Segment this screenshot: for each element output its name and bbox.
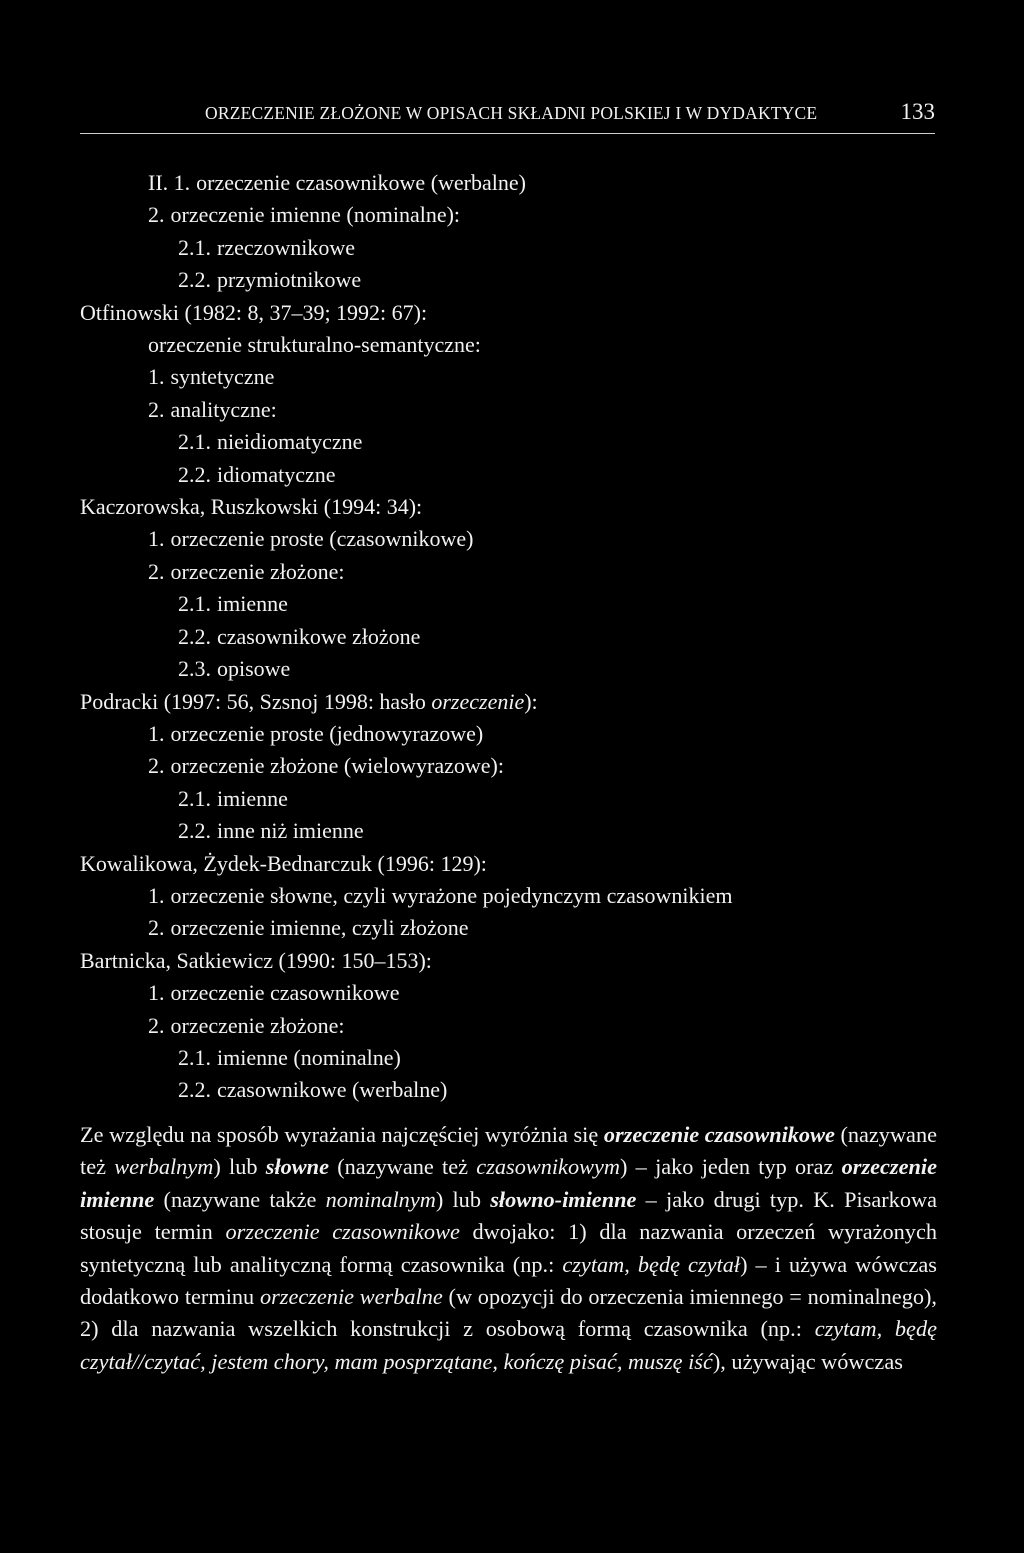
text-run: (w opozycji do orzeczenia imiennego = nominalnego), 2) dla nazwania wszelkich konstrukcji z osobową formą czasownika (np.: — [80, 1284, 937, 1342]
outline-item — [0, 1074, 1024, 1106]
italic-term: czytam, będę czytał — [562, 1251, 741, 1277]
bold-italic-term: słowne — [265, 1154, 329, 1180]
item-label: rzeczownikowe — [217, 234, 356, 260]
item-number: 2. — [148, 915, 165, 941]
item-number: 2.2. — [178, 818, 211, 844]
outline-item — [0, 750, 1024, 782]
item-label: czasownikowe złożone — [217, 623, 421, 649]
item-number: 2. — [148, 558, 165, 584]
outline-item — [0, 621, 1024, 653]
item-number: 2.1. — [178, 785, 211, 811]
running-title: ORZECZENIE ZŁOŻONE W OPISACH SKŁADNI POLSKIEJ I W DYDAKTYCE — [205, 103, 818, 123]
item-label: orzeczenie złożone: — [170, 1012, 345, 1038]
classification-outline — [0, 167, 1024, 1107]
outline-item — [0, 361, 1024, 393]
item-number: 2.2. — [178, 461, 211, 487]
outline-item — [0, 653, 1024, 685]
outline-item — [0, 848, 1024, 880]
item-label: syntetyczne — [170, 364, 275, 390]
outline-item — [0, 199, 1024, 231]
item-label: imienne — [217, 785, 288, 811]
item-label-tail: ): — [524, 688, 538, 714]
body-paragraph — [80, 1119, 937, 1378]
outline-item — [0, 945, 1024, 977]
item-label: Kowalikowa, Żydek-Bednarczuk (1996: 129): — [80, 850, 487, 876]
outline-item — [0, 167, 1024, 199]
italic-term: orzeczenie werbalne — [259, 1284, 443, 1310]
bold-italic-term: słowno-imienne — [490, 1186, 637, 1212]
outline-item — [0, 523, 1024, 555]
italic-term: czasownikowym — [476, 1154, 620, 1180]
outline-item — [0, 1010, 1024, 1042]
outline-item — [0, 426, 1024, 458]
item-number: 1. — [148, 720, 165, 746]
item-label: orzeczenie złożone: — [170, 558, 345, 584]
text-run: dwojako: 1) dla nazwania orzeczeń wyrażonych syntetyczną lub analityczną formą czasownika (np.: — [80, 1219, 937, 1277]
item-label: orzeczenie czasownikowe — [170, 980, 400, 1006]
outline-item — [0, 556, 1024, 588]
item-number: 2.1. — [178, 429, 211, 455]
outline-item — [0, 977, 1024, 1009]
item-italic-term: orzeczenie — [431, 688, 525, 714]
italic-term: werbalnym — [114, 1154, 214, 1180]
bold-italic-term: orzeczenie imienne — [80, 1154, 937, 1212]
item-number: 2.3. — [178, 656, 211, 682]
running-header — [80, 99, 935, 134]
outline-item — [0, 459, 1024, 491]
outline-item — [0, 880, 978, 912]
item-number: 1. — [148, 882, 165, 908]
item-number: 2.2. — [178, 267, 211, 293]
text-run: (nazywane też — [328, 1154, 477, 1180]
item-number: 1. — [148, 526, 165, 552]
text-run: ), używając wówczas — [712, 1348, 903, 1374]
item-label: orzeczenie czasownikowe (werbalne) — [196, 170, 526, 195]
item-label: imienne — [217, 591, 288, 617]
item-number: 2.1. — [178, 591, 211, 617]
item-number: 2.2. — [178, 623, 211, 649]
item-number: 2. — [148, 202, 165, 228]
item-label: orzeczenie proste (jednowyrazowe) — [170, 720, 484, 746]
item-label: opisowe — [217, 656, 291, 682]
item-number: 2. — [148, 396, 165, 422]
item-label: idiomatyczne — [217, 461, 336, 487]
italic-term: czytam, będę czytał//czytać, jestem chory, mam posprzątane, kończę pisać, muszę iść — [80, 1316, 937, 1374]
item-label: orzeczenie imienne, czyli złożone — [170, 915, 469, 941]
outline-item — [0, 394, 1024, 426]
item-number: II. 1. — [148, 170, 191, 195]
outline-item — [0, 783, 1024, 815]
item-label: Bartnicka, Satkiewicz (1990: 150–153): — [80, 947, 432, 973]
outline-item — [0, 297, 1024, 329]
outline-item — [0, 815, 1024, 847]
outline-item — [0, 686, 1024, 718]
item-number: 1. — [148, 364, 165, 390]
item-label: Podracki (1997: 56, Szsnoj 1998: hasło — [80, 688, 432, 714]
outline-item — [0, 329, 1024, 361]
text-run: – jako drugi typ. K. Pisarkowa stosuje termin — [80, 1186, 937, 1245]
item-number: 2.2. — [178, 1077, 211, 1103]
text-run: ) lub — [213, 1154, 266, 1180]
item-label: imienne (nominalne) — [217, 1044, 401, 1070]
item-label: orzeczenie imienne (nominalne): — [170, 202, 461, 228]
outline-item — [0, 718, 1024, 750]
text-run: ) lub — [435, 1186, 491, 1212]
text-run: ) – i używa wówczas dodatkowo terminu — [80, 1251, 937, 1310]
item-number: 2. — [148, 753, 165, 779]
item-label: orzeczenie strukturalno-semantyczne: — [148, 332, 481, 358]
item-label: analityczne: — [170, 396, 277, 422]
item-number: 2. — [148, 1012, 165, 1038]
outline-item — [0, 232, 1024, 264]
item-label: orzeczenie słowne, czyli wyrażone pojedynczym czasownikiem — [170, 882, 733, 908]
text-run: Ze względu na sposób wyrażania najczęściej wyróżnia się — [80, 1122, 604, 1147]
item-label: Otfinowski (1982: 8, 37–39; 1992: 67): — [80, 299, 428, 325]
item-label: czasownikowe (werbalne) — [217, 1077, 448, 1103]
page-number: 133 — [900, 99, 935, 124]
text-run: (nazywane także — [154, 1186, 326, 1212]
italic-term: orzeczenie czasownikowe — [225, 1219, 460, 1245]
item-label: nieidiomatyczne — [217, 429, 363, 455]
outline-item — [0, 1042, 1024, 1074]
bold-italic-term: orzeczenie czasownikowe — [603, 1122, 835, 1147]
italic-term: nominalnym — [325, 1186, 436, 1212]
item-number: 1. — [148, 980, 165, 1006]
outline-item — [0, 264, 1024, 296]
text-run: (nazywane też — [80, 1122, 937, 1180]
item-number: 2.1. — [178, 1044, 211, 1070]
item-label: przymiotnikowe — [217, 267, 362, 293]
outline-item — [0, 491, 1024, 523]
item-number: 2.1. — [178, 234, 211, 260]
item-label: inne niż imienne — [217, 818, 364, 844]
item-label: orzeczenie złożone (wielowyrazowe): — [170, 753, 504, 779]
text-run: ) – jako jeden typ oraz — [619, 1154, 842, 1180]
item-label: Kaczorowska, Ruszkowski (1994: 34): — [80, 494, 423, 520]
outline-item — [0, 912, 1024, 944]
item-label: orzeczenie proste (czasownikowe) — [170, 526, 474, 552]
outline-item — [0, 588, 1024, 620]
